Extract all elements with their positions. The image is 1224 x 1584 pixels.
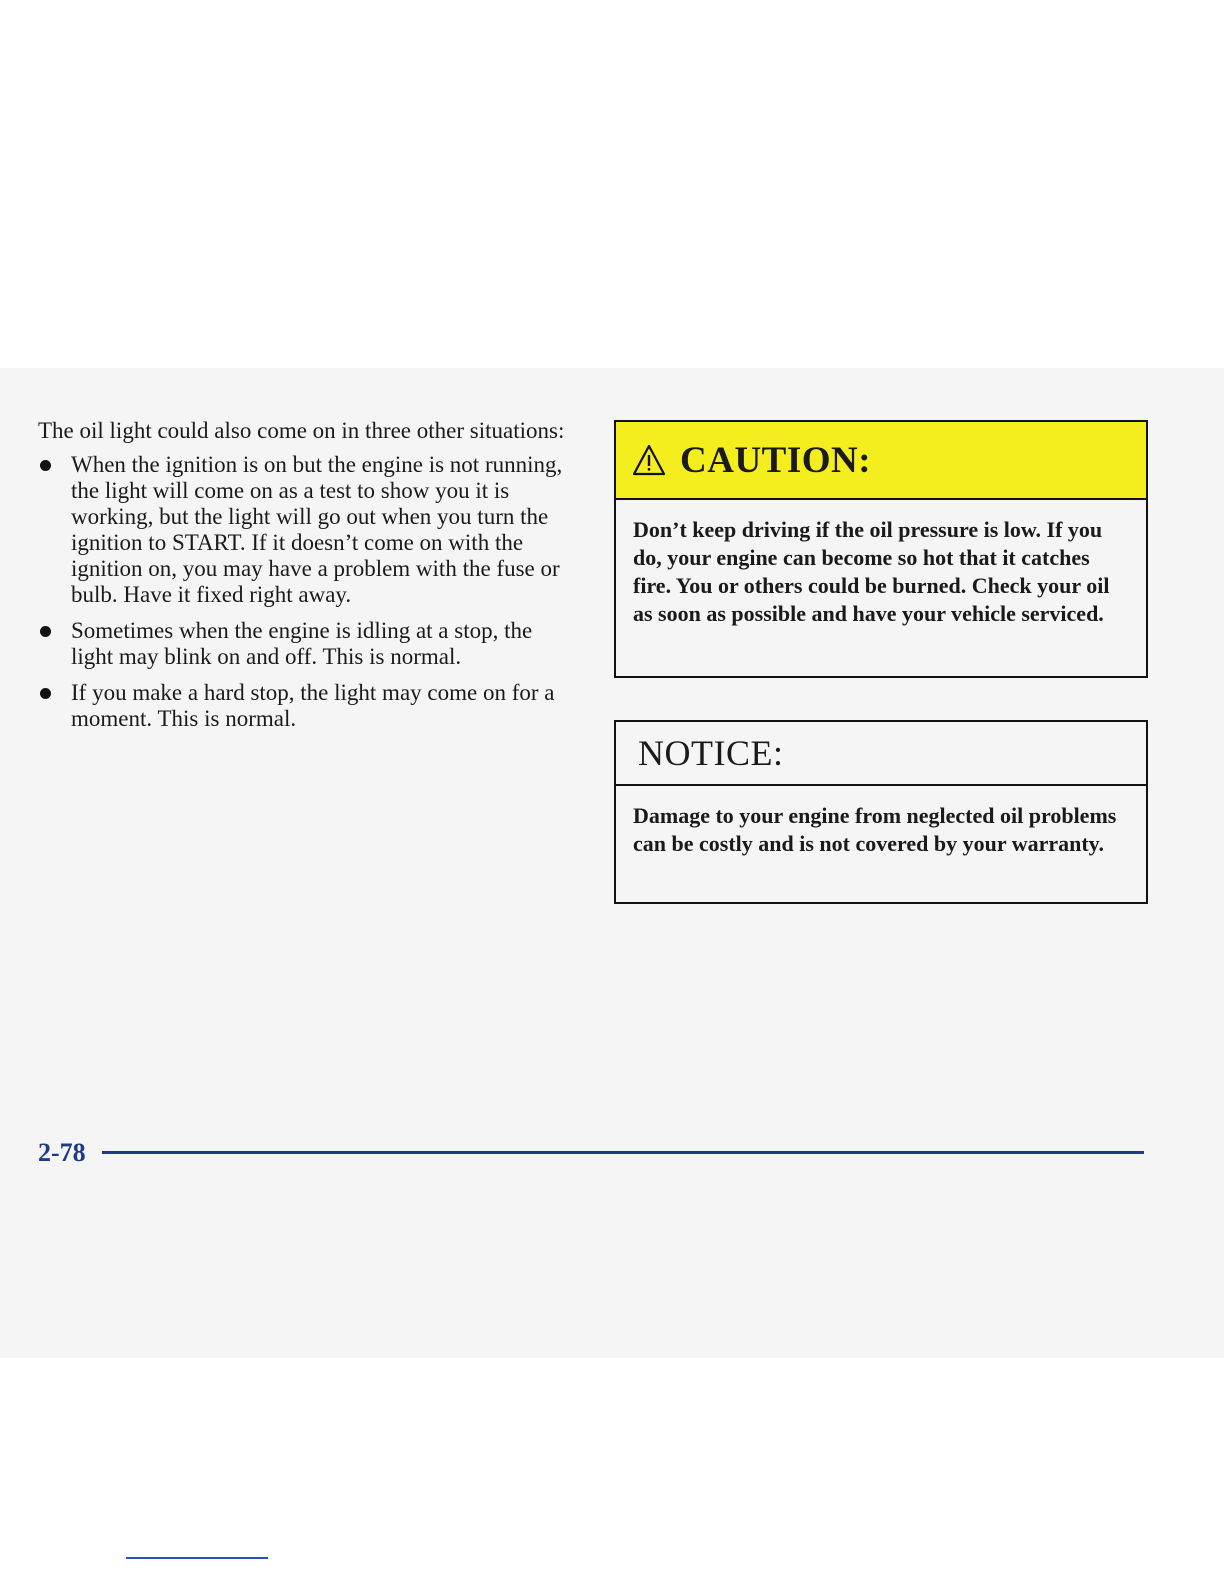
caution-box	[614, 420, 1148, 678]
intro-text: The oil light could also come on in three other situations:	[38, 418, 565, 443]
bullet-icon	[40, 688, 51, 699]
notice-header	[616, 722, 1146, 786]
list-item-text: If you make a hard stop, the light may come on for a moment. This is normal.	[71, 680, 555, 731]
notice-box	[614, 720, 1148, 904]
notice-title: NOTICE:	[638, 733, 784, 773]
list-item-text: Sometimes when the engine is idling at a stop, the light may blink on and off. This is normal.	[71, 618, 533, 669]
bullet-icon	[40, 460, 51, 471]
warning-triangle-icon	[632, 444, 666, 476]
footer-rule	[102, 1151, 1144, 1154]
page-number: 2-78	[38, 1138, 86, 1167]
list-item	[38, 680, 578, 732]
bullet-icon	[40, 626, 51, 637]
list-item	[38, 618, 578, 670]
list-item-text: When the ignition is on but the engine is not running, the light will come on as a test to show you it is working, but the light will go out when you turn the ignition to START. If it doesn’t come on with the ignition on, you may have a problem with the fuse or bulb. Have it fixed right away.	[71, 452, 563, 607]
caution-body: Don’t keep driving if the oil pressure is low. If you do, your engine can become so hot that it catches fire. You or others could be burned. Check your oil as soon as possible and have your vehicle serviced.	[633, 517, 1110, 626]
caution-header	[616, 422, 1146, 500]
caution-title: CAUTION:	[680, 439, 872, 481]
list-item	[38, 452, 578, 608]
situation-list	[38, 452, 578, 742]
bottom-divider	[126, 1557, 268, 1559]
notice-body: Damage to your engine from neglected oil problems can be costly and is not covered by your warranty.	[633, 803, 1117, 856]
